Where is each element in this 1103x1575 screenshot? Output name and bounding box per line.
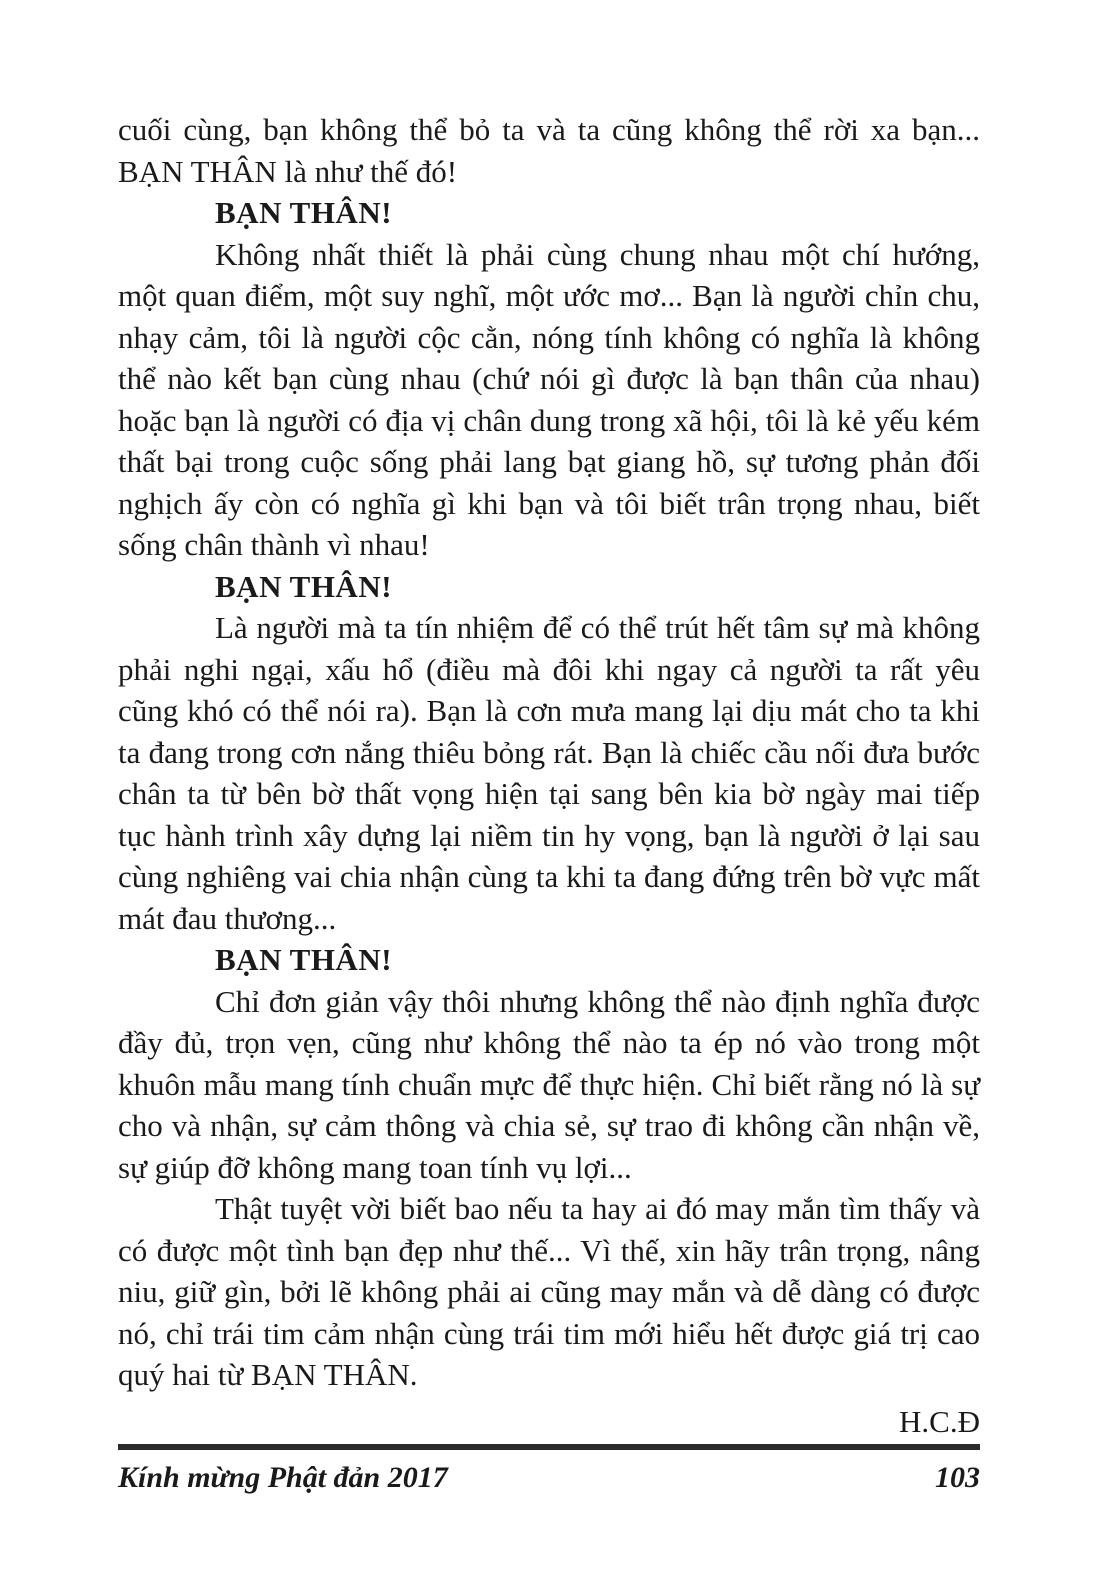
heading-ban-than-1: BẠN THÂN!: [215, 195, 393, 230]
author-signature: H.C.Đ: [899, 1404, 980, 1439]
article-body: [118, 109, 980, 1396]
paragraph-5: Thật tuyệt vời biết bao nếu ta hay ai đó may mắn tìm thấy và có được một tình bạn đẹp như thế... Vì thế, xin hãy trân trọng, nâng niu, giữ gìn, bởi lẽ không phải ai cũng may mắn và dễ dàng có được nó, chỉ trái tim cảm nhận cùng trái tim mới hiểu hết được giá trị cao quý hai từ BẠN THÂN.: [118, 1191, 980, 1392]
paragraph-4: Chỉ đơn giản vậy thôi nhưng không thể nào định nghĩa được đầy đủ, trọn vẹn, cũng như không thể nào ta ép nó vào trong một khuôn mẫu mang tính chuẩn mực để thực hiện. Chỉ biết rằng nó là sự cho và nhận, sự cảm thông và chia sẻ, sự trao đi không cần nhận về, sự giúp đỡ không mang toan tính vụ lợi...: [118, 983, 980, 1185]
footer-divider: [118, 1444, 980, 1450]
paragraph-1: cuối cùng, bạn không thể bỏ ta và ta cũng không thể rời xa bạn... BẠN THÂN là như thế đó!: [118, 112, 980, 189]
heading-ban-than-2: BẠN THÂN!: [215, 568, 393, 604]
paragraph-3: Là người mà ta tín nhiệm để có thể trút hết tâm sự mà không phải nghi ngại, xấu hổ (điều mà đôi khi ngay cả người ta rất yêu cũng khó có thể nói ra). Bạn là cơn mưa mang lại dịu mát cho ta khi ta đang trong cơn nắng thiêu bỏng rát. Bạn là chiếc cầu nối đưa bước chân ta từ bên bờ thất vọng hiện tại sang bên kia bờ ngày mai tiếp tục hành trình xây dựng lại niềm tin hy vọng, bạn là người ở lại sau cùng nghiêng vai chia nhận cùng ta khi ta đang đứng trên bờ vực mất mát đau thương...: [118, 610, 980, 936]
paragraph-2: Không nhất thiết là phải cùng chung nhau một chí hướng, một quan điểm, một suy nghĩ, một ước mơ... Bạn là người chỉn chu, nhạy cảm, tôi là người cộc cằn, nóng tính không có nghĩa là không thể nào kết bạn cùng nhau (chứ nói gì được là bạn thân của nhau) hoặc bạn là người có địa vị chân dung trong xã hội, tôi là kẻ yếu kém thất bại trong cuộc sống phải lang bạt giang hồ, sự tương phản đối nghịch ấy còn có nghĩa gì khi bạn và tôi biết trân trọng nhau, biết sống chân thành vì nhau!: [118, 236, 980, 562]
page-number: 103: [935, 1461, 980, 1494]
heading-ban-than-3: BẠN THÂN!: [215, 942, 393, 977]
footer-publication-title: Kính mừng Phật đản 2017: [118, 1461, 448, 1494]
